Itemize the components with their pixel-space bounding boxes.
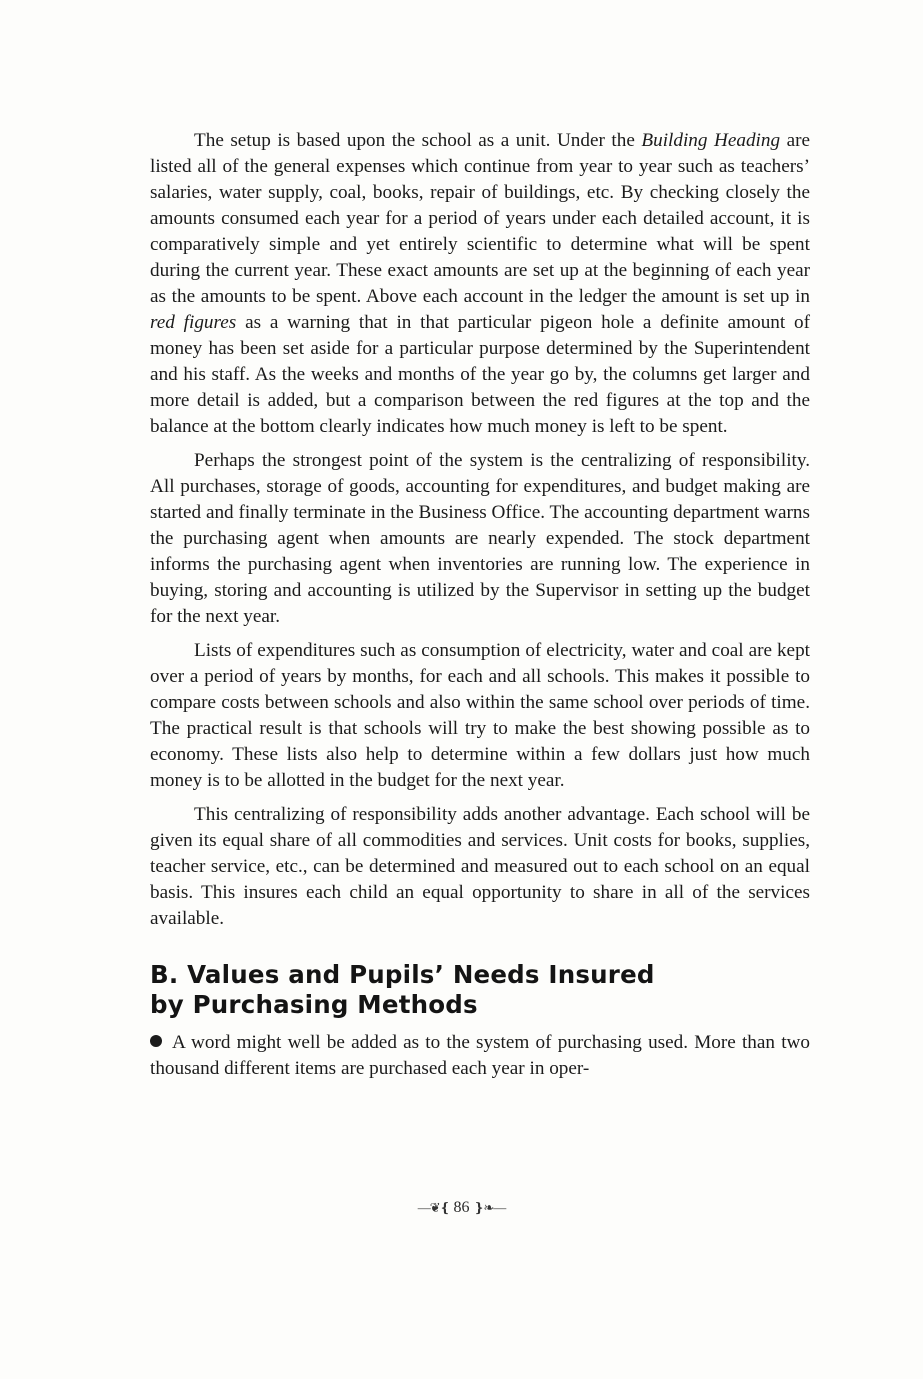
italic-building-heading: Building Heading: [641, 130, 781, 151]
paragraph-setup-text-b: are listed all of the general expenses which continue from year to year such as teachers’ salaries, water supply, coal, books, repair of buildings, etc. By checking closely the amounts consumed each year for a period of years under each detailed account, it is comparatively simple and yet entirely scientific to determine what will be spent during the current year. These exact amounts are set up at the beginning of each year as the amounts to be spent. Above each account in the ledger the amount is set up in: [150, 130, 810, 307]
section-heading-line-2: by Purchasing Methods: [150, 990, 478, 1019]
body-text: [150, 128, 810, 1090]
bullet-icon: [150, 1035, 162, 1047]
paragraph-expenditure-lists: Lists of expenditures such as consumption of electricity, water and coal are kept over a period of years by months, for each and all schools. This makes it possible to compare costs between schools and also within the same school over periods of time. The practical result is that schools will try to make the best showing possible as to economy. These lists also help to determine within a few dollars just how much money is to be allotted in the budget for the next year.: [150, 640, 810, 791]
paragraph-setup-text-a: The setup is based upon the school as a unit. Under the: [194, 130, 642, 151]
paragraph-setup-text-c: as a warning that in that particular pigeon hole a definite amount of money has been set aside for a particular purpose determined by the Superintendent and his staff. As the weeks and months of the year go by, the columns get larger and more detail is added, but a comparison between the red figures at the top and the balance at the bottom clearly indicates how much money is left to be spent.: [150, 312, 811, 437]
paragraph-setup: [150, 128, 810, 440]
paragraph-centralizing: Perhaps the strongest point of the system is the centralizing of responsibility. All purchases, storage of goods, accounting for expenditures, and budget making are started and finally terminate in the Business Office. The accounting department warns the purchasing agent when amounts are nearly expended. The stock department informs the purchasing agent when inventories are running low. The experience in buying, storing and accounting is utilized by the Supervisor in setting up the budget for the next year.: [150, 450, 810, 627]
section-lead-paragraph: [150, 1030, 810, 1082]
italic-red-figures: red figures: [150, 312, 237, 333]
paragraph-advantage: This centralizing of responsibility adds another advantage. Each school will be given its equal share of all commodities and services. Unit costs for books, supplies, teacher service, etc., can be determined and measured out to each school on an equal basis. This insures each child an equal opportunity to share in all of the services available.: [150, 804, 810, 929]
page-number: 86: [453, 1199, 470, 1216]
folio-right-ornament-icon: ❵❧—: [473, 1200, 506, 1215]
folio-left-ornament-icon: —❦❴: [417, 1200, 450, 1215]
section-heading-line-1: B. Values and Pupils’ Needs Insured: [150, 960, 655, 989]
section-lead-text: A word might well be added as to the system of purchasing used. More than two thousand different items are purchased each year in oper-: [150, 1032, 810, 1079]
page-folio: [0, 1199, 923, 1217]
section-heading: [150, 960, 810, 1020]
